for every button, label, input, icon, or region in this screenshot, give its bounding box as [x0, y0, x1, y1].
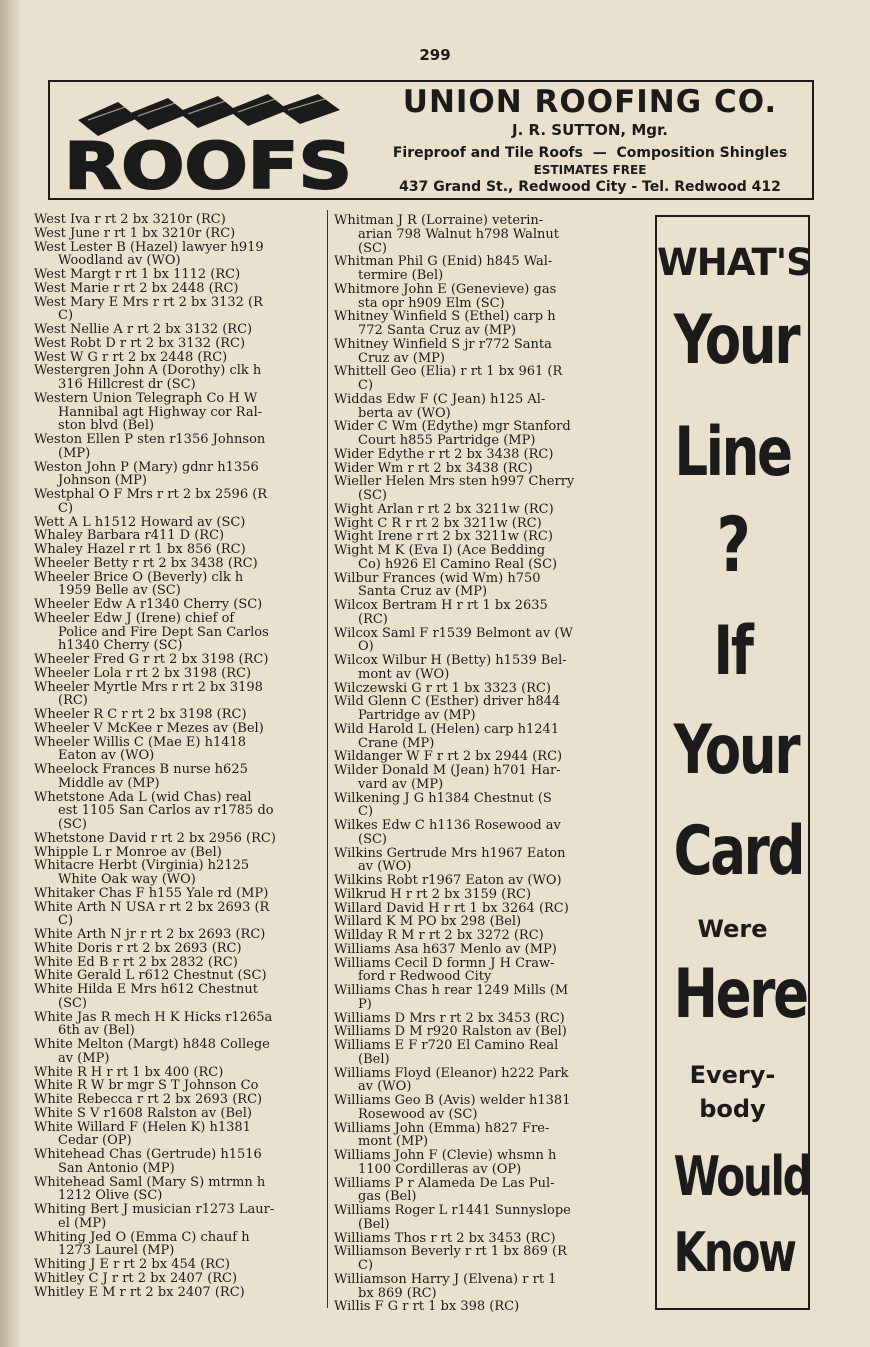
entry-line: West Nellie A r rt 2 bx 3132 (RC) — [34, 322, 253, 337]
entry-line: Whitman J R (Lorraine) veterin- — [334, 213, 544, 228]
entry-line: Williamson Harry J (Elvena) r rt 1 — [334, 1271, 557, 1287]
directory-entry — [334, 874, 638, 888]
directory-entry — [334, 310, 638, 338]
entry-continuation: 1212 Olive (SC) — [58, 1188, 163, 1204]
whats-your-line-ad — [655, 215, 810, 1310]
directory-entry — [334, 695, 638, 723]
directory-entry — [34, 488, 320, 516]
entry-line: Willard David H r rt 1 bx 3264 (RC) — [334, 900, 569, 916]
entry-line: Williams Chas h rear 1249 Mills (M — [334, 983, 569, 998]
entry-continuation: Court h855 Partridge (MP) — [358, 433, 536, 448]
entry-line: White R H r rt 1 bx 400 (RC) — [34, 1064, 224, 1080]
entry-line: West June r rt 1 bx 3210r (RC) — [34, 225, 236, 241]
directory-entry — [34, 1176, 320, 1204]
entry-line: White Doris r rt 2 bx 2693 (RC) — [34, 940, 242, 956]
directory-entry — [334, 572, 638, 600]
ad-line-card: Card — [673, 812, 804, 891]
entry-line: West Margt r rt 1 bx 1112 (RC) — [34, 267, 241, 282]
directory-entry — [34, 667, 320, 681]
entry-line: West Mary E Mrs r rt 2 bx 3132 (R — [34, 294, 263, 310]
entry-continuation: C) — [358, 804, 374, 820]
directory-entry — [34, 337, 320, 351]
entry-line: Williams John (Emma) h827 Fre- — [334, 1120, 550, 1136]
directory-entry — [334, 764, 638, 792]
directory-entry — [334, 957, 638, 985]
ad-line-your-2: Your — [673, 711, 799, 790]
entry-line: White R W br mgr S T Johnson Co — [34, 1078, 259, 1094]
directory-entry — [334, 462, 638, 476]
entry-continuation: el (MP) — [58, 1215, 107, 1231]
entry-continuation: O) — [358, 639, 374, 655]
directory-entry — [34, 1011, 320, 1039]
directory-entry — [334, 393, 638, 421]
directory-entry — [334, 1232, 638, 1246]
directory-entry — [34, 736, 320, 764]
entry-line: White Melton (Margt) h848 College — [34, 1037, 270, 1052]
entry-continuation: ford r Redwood City — [358, 969, 492, 985]
directory-entry — [334, 1177, 638, 1205]
ad-line-here: Here — [673, 955, 807, 1034]
entry-line: Widdas Edw F (C Jean) h125 Al- — [334, 391, 546, 407]
roof-type-right: Composition Shingles — [616, 145, 788, 161]
entry-line: Wheeler Edw A r1340 Cherry (SC) — [34, 597, 263, 612]
directory-entry — [34, 516, 320, 530]
directory-entry — [34, 433, 320, 461]
directory-entry — [34, 901, 320, 929]
entry-line: Whitaker Chas F h155 Yale rd (MP) — [34, 885, 269, 901]
entry-continuation: (SC) — [58, 995, 87, 1011]
directory-entry — [34, 928, 320, 942]
directory-entry — [334, 517, 638, 531]
entry-line: Weston Ellen P sten r1356 Johnson — [34, 432, 266, 447]
entry-continuation: av (WO) — [358, 859, 412, 875]
entry-continuation: av (WO) — [358, 1079, 412, 1095]
entry-line: Whitney Winfield S (Ethel) carp h — [334, 309, 556, 325]
entry-line: Willis F G r rt 1 bx 398 (RC) — [334, 1299, 520, 1315]
directory-entry — [334, 1204, 638, 1232]
entry-line: Wilkening J G h1384 Chestnut (S — [334, 790, 552, 806]
directory-entry — [34, 351, 320, 365]
directory-entry — [334, 1012, 638, 1026]
entry-line: Williams D Mrs r rt 2 bx 3453 (RC) — [334, 1010, 565, 1026]
directory-entry — [334, 338, 638, 366]
directory-entry — [34, 461, 320, 489]
column-divider — [327, 210, 328, 1308]
directory-entry — [34, 859, 320, 887]
entry-continuation: (RC) — [358, 611, 388, 627]
entry-line: Wider Wm r rt 2 bx 3438 (RC) — [334, 460, 533, 476]
roof-type-left: Fireproof and Tile Roofs — [392, 145, 583, 161]
entry-continuation: Woodland av (WO) — [58, 253, 181, 269]
entry-continuation: (MP) — [58, 445, 91, 461]
entry-continuation: 1273 Laurel (MP) — [58, 1243, 175, 1259]
entry-line: Whiting Jed O (Emma C) chauf h — [34, 1229, 250, 1245]
directory-column-2 — [334, 214, 638, 1314]
entry-line: Whetstone David r rt 2 bx 2956 (RC) — [34, 830, 276, 846]
entry-line: West W G r rt 2 bx 2448 (RC) — [34, 349, 228, 365]
entry-line: Weston John P (Mary) gdnr h1356 — [34, 459, 259, 475]
directory-column-1 — [34, 213, 320, 1299]
entry-line: Wight Arlan r rt 2 bx 3211w (RC) — [334, 501, 554, 517]
directory-entry — [34, 956, 320, 970]
directory-entry — [334, 255, 638, 283]
entry-line: Whitehead Chas (Gertrude) h1516 — [34, 1147, 262, 1162]
entry-line: Wheelock Frances B nurse h625 — [34, 762, 248, 777]
entry-line: Whetstone Ada L (wid Chas) real — [34, 789, 252, 805]
entry-line: Wheeler R C r rt 2 bx 3198 (RC) — [34, 707, 247, 722]
directory-entry — [34, 543, 320, 557]
entry-line: Wheeler Edw J (Irene) chief of — [34, 610, 235, 626]
entry-line: Williamson Beverly r rt 1 bx 869 (R — [334, 1244, 567, 1260]
directory-entry — [34, 1066, 320, 1080]
entry-line: Wider C Wm (Edythe) mgr Stanford — [334, 419, 571, 435]
entry-continuation: h1340 Cherry (SC) — [58, 638, 183, 654]
directory-entry — [334, 283, 638, 311]
directory-entry — [34, 1107, 320, 1121]
directory-entry — [34, 969, 320, 983]
directory-entry — [334, 420, 638, 448]
entry-line: Whitmore John E (Genevieve) gas — [334, 281, 557, 297]
entry-line: Wight Irene r rt 2 bx 3211w (RC) — [334, 529, 553, 545]
entry-line: Western Union Telegraph Co H W — [34, 390, 258, 406]
directory-entry — [34, 612, 320, 653]
directory-entry — [334, 915, 638, 929]
directory-entry — [34, 942, 320, 956]
directory-entry — [34, 1148, 320, 1176]
directory-entry — [34, 557, 320, 571]
entry-line: Williams Cecil D formn J H Craw- — [334, 955, 555, 971]
entry-line: Wilczewski G r rt 1 bx 3323 (RC) — [334, 680, 551, 696]
entry-line: White Willard F (Helen K) h1381 — [34, 1119, 251, 1135]
entry-line: Whittell Geo (Elia) r rt 1 bx 961 (R — [334, 364, 563, 380]
directory-entry — [34, 832, 320, 846]
directory-entry — [34, 791, 320, 832]
entry-continuation: termire (Bel) — [358, 268, 444, 283]
entry-continuation: 772 Santa Cruz av (MP) — [358, 323, 517, 338]
entry-line: White Arth N jr r rt 2 bx 2693 (RC) — [34, 927, 266, 942]
ad-line-question: ? — [716, 500, 749, 589]
entry-line: Whipple L r Monroe av (Bel) — [34, 844, 222, 860]
directory-entry — [34, 1258, 320, 1272]
entry-continuation: C) — [58, 500, 74, 516]
entry-continuation: sta opr h909 Elm (SC) — [358, 295, 505, 311]
manager-name: J. R. SUTTON, Mgr. — [512, 121, 668, 139]
directory-entry — [34, 282, 320, 296]
entry-line: West Marie r rt 2 bx 2448 (RC) — [34, 280, 239, 296]
entry-continuation: Eaton av (WO) — [58, 748, 155, 764]
entry-continuation: (SC) — [358, 240, 387, 256]
directory-entry — [34, 323, 320, 337]
directory-entry — [34, 227, 320, 241]
directory-entry — [34, 846, 320, 860]
directory-entry — [34, 364, 320, 392]
directory-entry — [34, 763, 320, 791]
entry-continuation: San Antonio (MP) — [58, 1160, 175, 1176]
directory-entry — [34, 681, 320, 709]
entry-line: Williams Floyd (Eleanor) h222 Park — [334, 1065, 569, 1081]
directory-entry — [334, 682, 638, 696]
entry-continuation: (Bel) — [358, 1051, 390, 1067]
entry-continuation: est 1105 San Carlos av r1785 do — [58, 803, 274, 819]
entry-continuation: Police and Fire Dept San Carlos — [58, 624, 269, 640]
entry-line: White S V r1608 Ralston av (Bel) — [34, 1105, 252, 1121]
entry-line: Wheeler Willis C (Mae E) h1418 — [34, 734, 247, 750]
directory-entry — [334, 503, 638, 517]
entry-line: Williams E F r720 El Camino Real — [334, 1038, 559, 1053]
entry-continuation: Johnson (MP) — [58, 473, 147, 489]
book-spine-shadow — [0, 0, 22, 1347]
entry-line: Willard K M PO bx 298 (Bel) — [334, 914, 522, 930]
directory-entry — [334, 1067, 638, 1095]
entry-line: White Ed B r rt 2 bx 2832 (RC) — [34, 954, 238, 970]
ad-line-know: Know — [673, 1221, 795, 1284]
directory-entry — [334, 984, 638, 1012]
entry-continuation: Rosewood av (SC) — [358, 1106, 478, 1122]
entry-line: Wilkins Gertrude Mrs h1967 Eaton — [334, 845, 566, 861]
entry-continuation: Crane (MP) — [358, 735, 435, 751]
entry-continuation: (SC) — [58, 817, 87, 832]
directory-entry — [334, 627, 638, 655]
entry-continuation: 6th av (Bel) — [58, 1023, 135, 1039]
entry-continuation: Hannibal agt Highway cor Ral- — [58, 404, 263, 420]
entry-line: Whiting Bert J musician r1273 Laur- — [34, 1202, 275, 1217]
directory-entry — [34, 887, 320, 901]
entry-continuation: Cruz av (MP) — [358, 350, 445, 366]
directory-entry — [334, 1245, 638, 1273]
union-roofing-ad — [48, 80, 814, 200]
directory-entry — [34, 983, 320, 1011]
directory-entry — [334, 654, 638, 682]
entry-line: Whiting J E r rt 2 bx 454 (RC) — [34, 1257, 230, 1272]
directory-entry — [334, 365, 638, 393]
entry-continuation: vard av (MP) — [358, 776, 444, 792]
directory-entry — [334, 1149, 638, 1177]
entry-line: Wilcox Bertram H r rt 1 bx 2635 — [334, 598, 548, 613]
entry-continuation: arian 798 Walnut h798 Walnut — [358, 226, 559, 242]
ad-line-body: body — [699, 1095, 766, 1123]
entry-line: Whaley Barbara r411 D (RC) — [34, 528, 225, 544]
entry-continuation: C) — [358, 1258, 374, 1273]
directory-entry — [334, 888, 638, 902]
roof-type-separator: — — [592, 145, 607, 161]
entry-line: Wilder Donald M (Jean) h701 Har- — [334, 763, 561, 778]
entry-continuation: P) — [358, 996, 372, 1012]
entry-continuation: Cedar (OP) — [58, 1133, 132, 1149]
directory-entry — [334, 214, 638, 255]
directory-entry — [334, 1273, 638, 1301]
entry-line: Wight C R r rt 2 bx 3211w (RC) — [334, 515, 542, 531]
entry-line: White Jas R mech H K Hicks r1265a — [34, 1009, 273, 1025]
entry-line: White Arth N USA r rt 2 bx 2693 (R — [34, 899, 270, 915]
ad-line-line: Line — [674, 413, 791, 492]
entry-continuation: (SC) — [358, 488, 387, 503]
directory-entry — [34, 1121, 320, 1149]
entry-line: Wilcox Wilbur H (Betty) h1539 Bel- — [334, 653, 567, 668]
entry-continuation: mont (MP) — [358, 1134, 429, 1150]
entry-continuation: 316 Hillcrest dr (SC) — [58, 377, 196, 392]
entry-line: Wildanger W F r rt 2 bx 2944 (RC) — [334, 749, 563, 765]
entry-continuation: Co) h926 El Camino Real (SC) — [358, 556, 558, 572]
entry-line: Wheeler V McKee r Mezes av (Bel) — [34, 720, 264, 736]
entry-line: Wheeler Myrtle Mrs r rt 2 bx 3198 — [34, 679, 263, 695]
entry-line: Williams Thos r rt 2 bx 3453 (RC) — [334, 1230, 556, 1246]
ad-line-your-1: Your — [673, 301, 799, 380]
entry-line: Willday R M r rt 2 bx 3272 (RC) — [334, 928, 544, 943]
directory-entry — [34, 392, 320, 433]
entry-line: Whitley C J r rt 2 bx 2407 (RC) — [34, 1270, 238, 1286]
roof-types — [370, 145, 810, 161]
directory-entry — [334, 599, 638, 627]
directory-entry — [334, 475, 638, 503]
directory-entry — [334, 448, 638, 462]
ad-line-would: Would — [673, 1145, 811, 1208]
company-address: 437 Grand St., Redwood City - Tel. Redwood 412 — [399, 179, 781, 195]
entry-continuation: av (MP) — [58, 1050, 110, 1066]
directory-entry — [334, 1300, 638, 1314]
entry-line: Whitacre Herbt (Virginia) h2125 — [34, 858, 250, 874]
ad-line-every: Every- — [689, 1061, 776, 1089]
entry-line: West Iva r rt 2 bx 3210r (RC) — [34, 212, 226, 227]
directory-entry — [334, 1025, 638, 1039]
entry-line: Wett A L h1512 Howard av (SC) — [34, 514, 246, 530]
entry-continuation: berta av (WO) — [358, 405, 451, 421]
directory-entry — [34, 722, 320, 736]
directory-entry — [34, 1272, 320, 1286]
directory-entry — [34, 708, 320, 722]
entry-line: Wieller Helen Mrs sten h997 Cherry — [334, 474, 575, 490]
directory-entry — [34, 1079, 320, 1093]
directory-entry — [34, 1093, 320, 1107]
ad-line-if: If — [713, 612, 752, 691]
directory-entry — [334, 723, 638, 751]
directory-entry — [34, 296, 320, 324]
directory-entry — [34, 571, 320, 599]
entry-line: Wilbur Frances (wid Wm) h750 — [334, 570, 541, 586]
directory-entry — [334, 1094, 638, 1122]
entry-line: Wheeler Fred G r rt 2 bx 3198 (RC) — [34, 652, 269, 667]
entry-continuation: Middle av (MP) — [58, 775, 160, 791]
directory-entry — [334, 544, 638, 572]
page-number: 299 — [419, 46, 451, 64]
entry-continuation: C) — [58, 913, 74, 929]
ad-line-whats: WHAT'S — [657, 241, 812, 284]
directory-entry — [334, 847, 638, 875]
entry-line: Wheeler Lola r rt 2 bx 3198 (RC) — [34, 665, 252, 681]
directory-entry — [334, 750, 638, 764]
entry-line: Westergren John A (Dorothy) clk h — [34, 363, 262, 379]
directory-entry — [34, 1286, 320, 1300]
entry-continuation: Santa Cruz av (MP) — [358, 584, 488, 600]
directory-entry — [34, 598, 320, 612]
estimates-free: ESTIMATES FREE — [533, 163, 647, 177]
entry-line: Wider Edythe r rt 2 bx 3438 (RC) — [334, 446, 554, 462]
entry-continuation: gas (Bel) — [358, 1189, 417, 1205]
directory-entry — [34, 1038, 320, 1066]
entry-line: Wight M K (Eva I) (Ace Bedding — [334, 543, 546, 558]
entry-continuation: White Oak way (WO) — [58, 872, 196, 887]
directory-entry — [334, 929, 638, 943]
directory-entry — [34, 213, 320, 227]
entry-continuation: C) — [58, 308, 74, 324]
entry-line: West Robt D r rt 2 bx 3132 (RC) — [34, 335, 246, 351]
entry-line: Whitman Phil G (Enid) h845 Wal- — [334, 254, 553, 270]
directory-entry — [334, 819, 638, 847]
entry-line: Whitehead Saml (Mary S) mtrmn h — [34, 1174, 266, 1190]
entry-line: Williams D M r920 Ralston av (Bel) — [334, 1024, 567, 1040]
entry-line: Wild Glenn C (Esther) driver h844 — [334, 694, 561, 710]
entry-line: Williams Geo B (Avis) welder h1381 — [334, 1093, 571, 1108]
directory-entry — [334, 943, 638, 957]
directory-entry — [334, 1122, 638, 1150]
directory-entry — [34, 268, 320, 282]
entry-line: Westphal O F Mrs r rt 2 bx 2596 (R — [34, 487, 268, 502]
entry-line: Whaley Hazel r rt 1 bx 856 (RC) — [34, 542, 246, 557]
directory-entry — [334, 530, 638, 544]
entry-line: White Rebecca r rt 2 bx 2693 (RC) — [34, 1092, 263, 1107]
entry-continuation: (RC) — [58, 693, 88, 709]
entry-line: White Gerald L r612 Chestnut (SC) — [34, 968, 267, 984]
directory-entry — [34, 529, 320, 543]
entry-line: White Hilda E Mrs h612 Chestnut — [34, 982, 258, 997]
directory-entry — [334, 1039, 638, 1067]
directory-entry — [34, 241, 320, 269]
entry-continuation: mont av (WO) — [358, 666, 450, 682]
entry-continuation: 1100 Cordilleras av (OP) — [358, 1161, 522, 1177]
entry-line: Whitley E M r rt 2 bx 2407 (RC) — [34, 1284, 245, 1300]
ad-line-were: Were — [697, 915, 768, 943]
directory-entry — [34, 653, 320, 667]
directory-entry — [34, 1203, 320, 1231]
entry-continuation: bx 869 (RC) — [358, 1285, 437, 1301]
entry-line: Wilkes Edw C h1136 Rosewood av — [334, 818, 561, 833]
entry-line: Williams P r Alameda De Las Pul- — [334, 1175, 555, 1191]
directory-entry — [334, 792, 638, 820]
entry-continuation: Partridge av (MP) — [358, 708, 476, 723]
entry-line: Williams Asa h637 Menlo av (MP) — [334, 941, 557, 957]
entry-continuation: (Bel) — [358, 1216, 390, 1232]
entry-line: Wheeler Brice O (Beverly) clk h — [34, 569, 244, 585]
company-name: UNION ROOFING CO. — [402, 84, 778, 120]
directory-entry — [34, 1231, 320, 1259]
entry-line: Wilkins Robt r1967 Eaton av (WO) — [334, 873, 562, 888]
entry-line: Wilkrud H r rt 2 bx 3159 (RC) — [334, 886, 532, 902]
entry-line: Wilcox Saml F r1539 Belmont av (W — [334, 625, 573, 641]
entry-line: Wheeler Betty r rt 2 bx 3438 (RC) — [34, 555, 258, 571]
roofs-logo-text: ROOFS — [64, 130, 352, 194]
entry-line: Whitney Winfield S jr r772 Santa — [334, 336, 552, 352]
entry-continuation: ston blvd (Bel) — [58, 418, 155, 434]
entry-continuation: C) — [358, 378, 374, 393]
entry-line: Williams Roger L r1441 Sunnyslope — [334, 1203, 571, 1218]
directory-entry — [334, 902, 638, 916]
entry-continuation: 1959 Belle av (SC) — [58, 583, 181, 599]
roofs-logo — [58, 90, 358, 194]
entry-line: Wild Harold L (Helen) carp h1241 — [334, 721, 560, 737]
entry-line: Williams John F (Clevie) whsmn h — [334, 1148, 557, 1163]
entry-line: West Lester B (Hazel) lawyer h919 — [34, 239, 264, 255]
entry-continuation: (SC) — [358, 831, 387, 847]
